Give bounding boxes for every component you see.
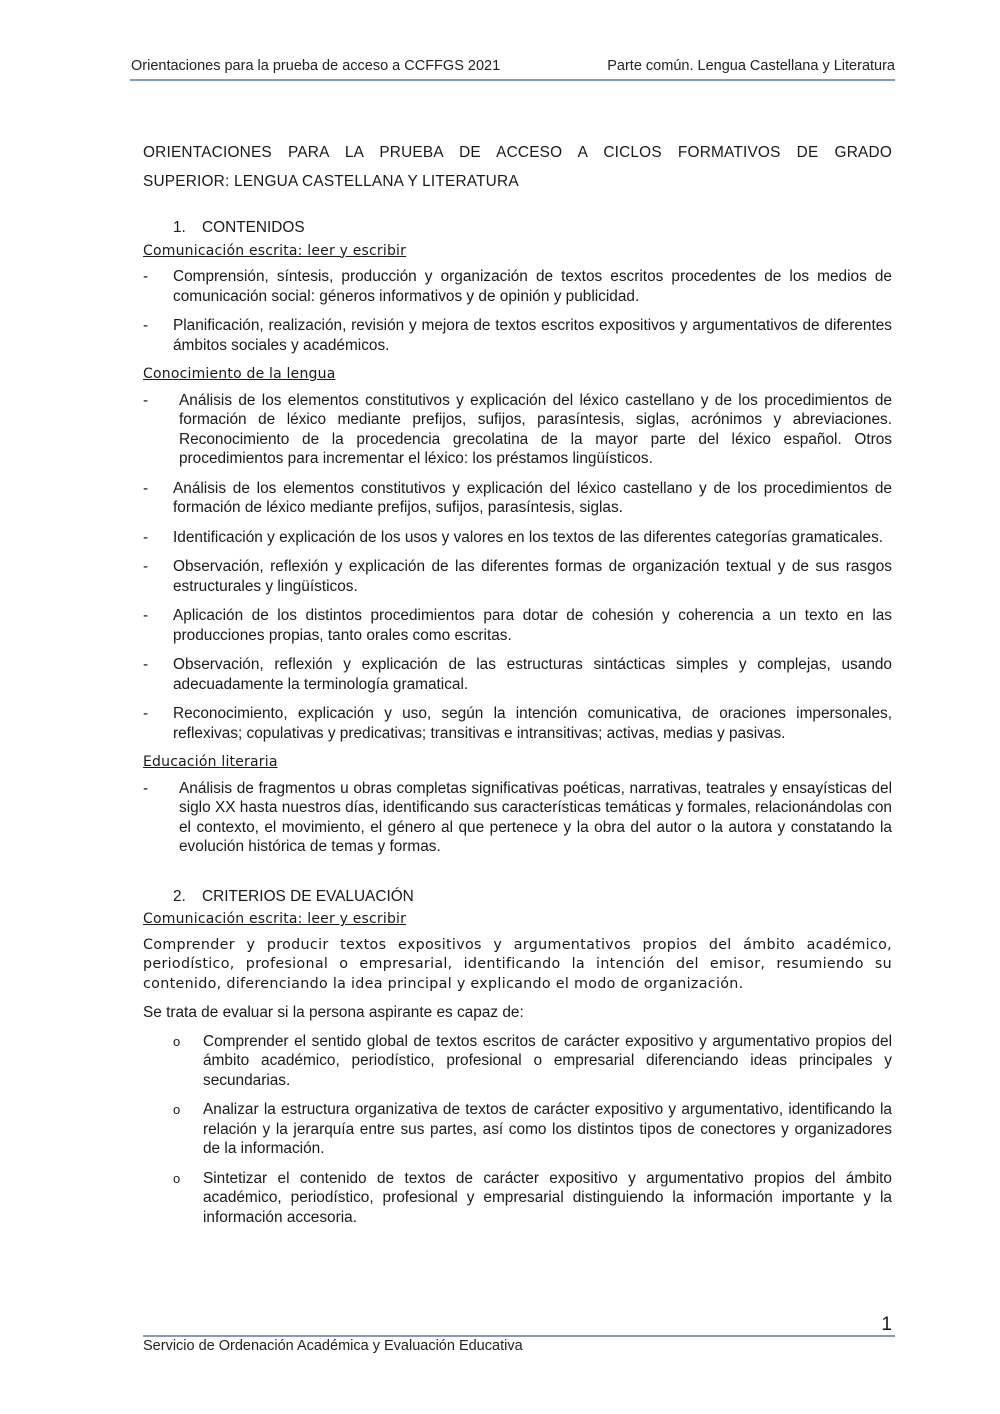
section-number: 2. xyxy=(173,887,186,905)
circle-bullet: o xyxy=(173,1170,181,1186)
list-item-text: Comprensión, síntesis, producción y organización de textos escritos procedentes de los medios de comunicación social: géneros informativos y de opinión y publicidad. xyxy=(173,268,892,305)
criteria-list xyxy=(143,1032,892,1228)
list-item xyxy=(173,1100,892,1159)
list-item-text: Reconocimiento, explicación y uso, según la intención comunicativa, de oraciones impersonales, reflexivas; copulativas y predicativas; transitivas e intransitivas; activas, medias y pasivas. xyxy=(173,705,892,742)
list-item xyxy=(173,1032,892,1091)
list-item xyxy=(173,1169,892,1228)
list-item-text: Observación, reflexión y explicación de las estructuras sintácticas simples y complejas, usando adecuadamente la terminología gramatical. xyxy=(173,656,892,693)
title-line-2: SUPERIOR: LENGUA CASTELLANA Y LITERATURA xyxy=(143,173,519,190)
subheading-comunicacion-escrita: Comunicación escrita: leer y escribir xyxy=(143,242,407,259)
content-list xyxy=(143,391,892,744)
circle-bullet: o xyxy=(173,1102,181,1117)
list-item xyxy=(143,479,892,518)
dash-bullet: - xyxy=(143,528,149,546)
dash-bullet: - xyxy=(143,607,149,624)
list-item-text: Análisis de fragmentos u obras completas significativas poéticas, narrativas, teatrales y ensayísticas del siglo XX hasta nuestros días, identificando sus características temáticas y formales, relacionándolas con el contexto, el movimiento, el género al que pertenece y la obra del autor o la autora y constatando la evolución histórica de temas y formas. xyxy=(179,779,892,855)
dash-bullet: - xyxy=(143,317,149,334)
list-item xyxy=(143,704,892,743)
section-title: CONTENIDOS xyxy=(202,219,305,236)
page-footer: Servicio de Ordenación Académica y Evaluación Educativa xyxy=(143,1338,523,1354)
document-title xyxy=(143,138,892,196)
content-list xyxy=(143,267,892,355)
list-item-text: Análisis de los elementos constitutivos y explicación del léxico castellano y de los procedimientos de formación de léxico mediante prefijos, sufijos, parasíntesis, siglas, acrónimos y abreviaciones. Reconocimiento de la procedencia grecolatina de la mayor parte del léxico español. Otros procedimientos para incrementar el léxico: los préstamos lingüísticos. xyxy=(179,391,892,467)
subheading-educacion-literaria: Educación literaria xyxy=(143,754,278,770)
dash-bullet: - xyxy=(143,656,149,673)
list-item-text: Análisis de los elementos constitutivos y explicación del léxico castellano y de los procedimientos de formación de léxico mediante prefijos, sufijos, parasíntesis, siglas. xyxy=(173,479,892,516)
dash-bullet: - xyxy=(143,391,149,409)
content-list xyxy=(143,779,892,857)
list-item-text: Comprender el sentido global de textos escritos de carácter expositivo y argumentativo propios del ámbito académico, periodístico, profesional o empresarial diferenciando ideas principales y secundarias. xyxy=(203,1032,892,1089)
subheading-conocimiento-lengua: Conocimiento de la lengua xyxy=(143,366,336,382)
list-item xyxy=(143,779,892,857)
list-item-text: Identificación y explicación de los usos y valores en los textos de las diferentes categorías gramaticales. xyxy=(173,528,884,546)
circle-bullet: o xyxy=(173,1033,181,1049)
list-item-text: Sintetizar el contenido de textos de carácter expositivo y argumentativo propios del ámbito académico, periodístico, profesional y empresarial distinguiendo la información importante y la información accesoria. xyxy=(203,1169,892,1226)
list-item xyxy=(143,267,892,306)
header-left-text: Orientaciones para la prueba de acceso a CCFFGS 2021 xyxy=(131,58,501,74)
page-number: 1 xyxy=(881,1314,892,1335)
list-item-text: Planificación, realización, revisión y mejora de textos escritos expositivos y argumentativos de diferentes ámbitos sociales y académicos. xyxy=(173,317,892,354)
intro-paragraph: Se trata de evaluar si la persona aspirante es capaz de: xyxy=(143,1004,524,1021)
subheading-comunicacion-escrita: Comunicación escrita: leer y escribir xyxy=(143,911,407,927)
document-body xyxy=(143,138,892,1237)
section-heading-criterios xyxy=(173,887,892,907)
section-title: CRITERIOS DE EVALUACIÓN xyxy=(202,887,414,905)
dash-bullet: - xyxy=(143,479,149,497)
list-item xyxy=(143,316,892,355)
dash-bullet: - xyxy=(143,779,149,797)
page-header xyxy=(131,58,895,78)
footer-rule xyxy=(143,1335,895,1337)
list-item xyxy=(143,391,892,469)
header-rule xyxy=(130,79,895,81)
list-item xyxy=(143,606,892,645)
section-number: 1. xyxy=(173,219,186,236)
section-heading-contenidos xyxy=(173,218,892,238)
list-item-text: Aplicación de los distintos procedimientos para dotar de cohesión y coherencia a un texto en las producciones propias, tanto orales como escritas. xyxy=(173,607,892,644)
spacer xyxy=(143,867,892,887)
dash-bullet: - xyxy=(143,558,149,575)
dash-bullet: - xyxy=(143,268,149,285)
dash-bullet: - xyxy=(143,705,149,722)
header-right-text: Parte común. Lengua Castellana y Literatura xyxy=(607,58,895,74)
list-item xyxy=(143,528,892,548)
title-line-1: ORIENTACIONES PARA LA PRUEBA DE ACCESO A CICLOS FORMATIVOS DE GRADO xyxy=(143,144,892,161)
list-item-text: Observación, reflexión y explicación de las diferentes formas de organización textual y de sus rasgos estructurales y lingüísticos. xyxy=(173,558,892,595)
list-item xyxy=(143,557,892,596)
criterion-paragraph: Comprender y producir textos expositivos y argumentativos propios del ámbito académico, periodístico, profesional o empresarial, identificando la intención del emisor, resumiendo su contenido, diferenciando la idea principal y explicando el modo de organización. xyxy=(143,936,892,992)
list-item-text: Analizar la estructura organizativa de textos de carácter expositivo y argumentativo, identificando la relación y la jerarquía entre sus partes, así como los distintos tipos de conectores y organizadores de la información. xyxy=(203,1101,892,1157)
list-item xyxy=(143,655,892,694)
